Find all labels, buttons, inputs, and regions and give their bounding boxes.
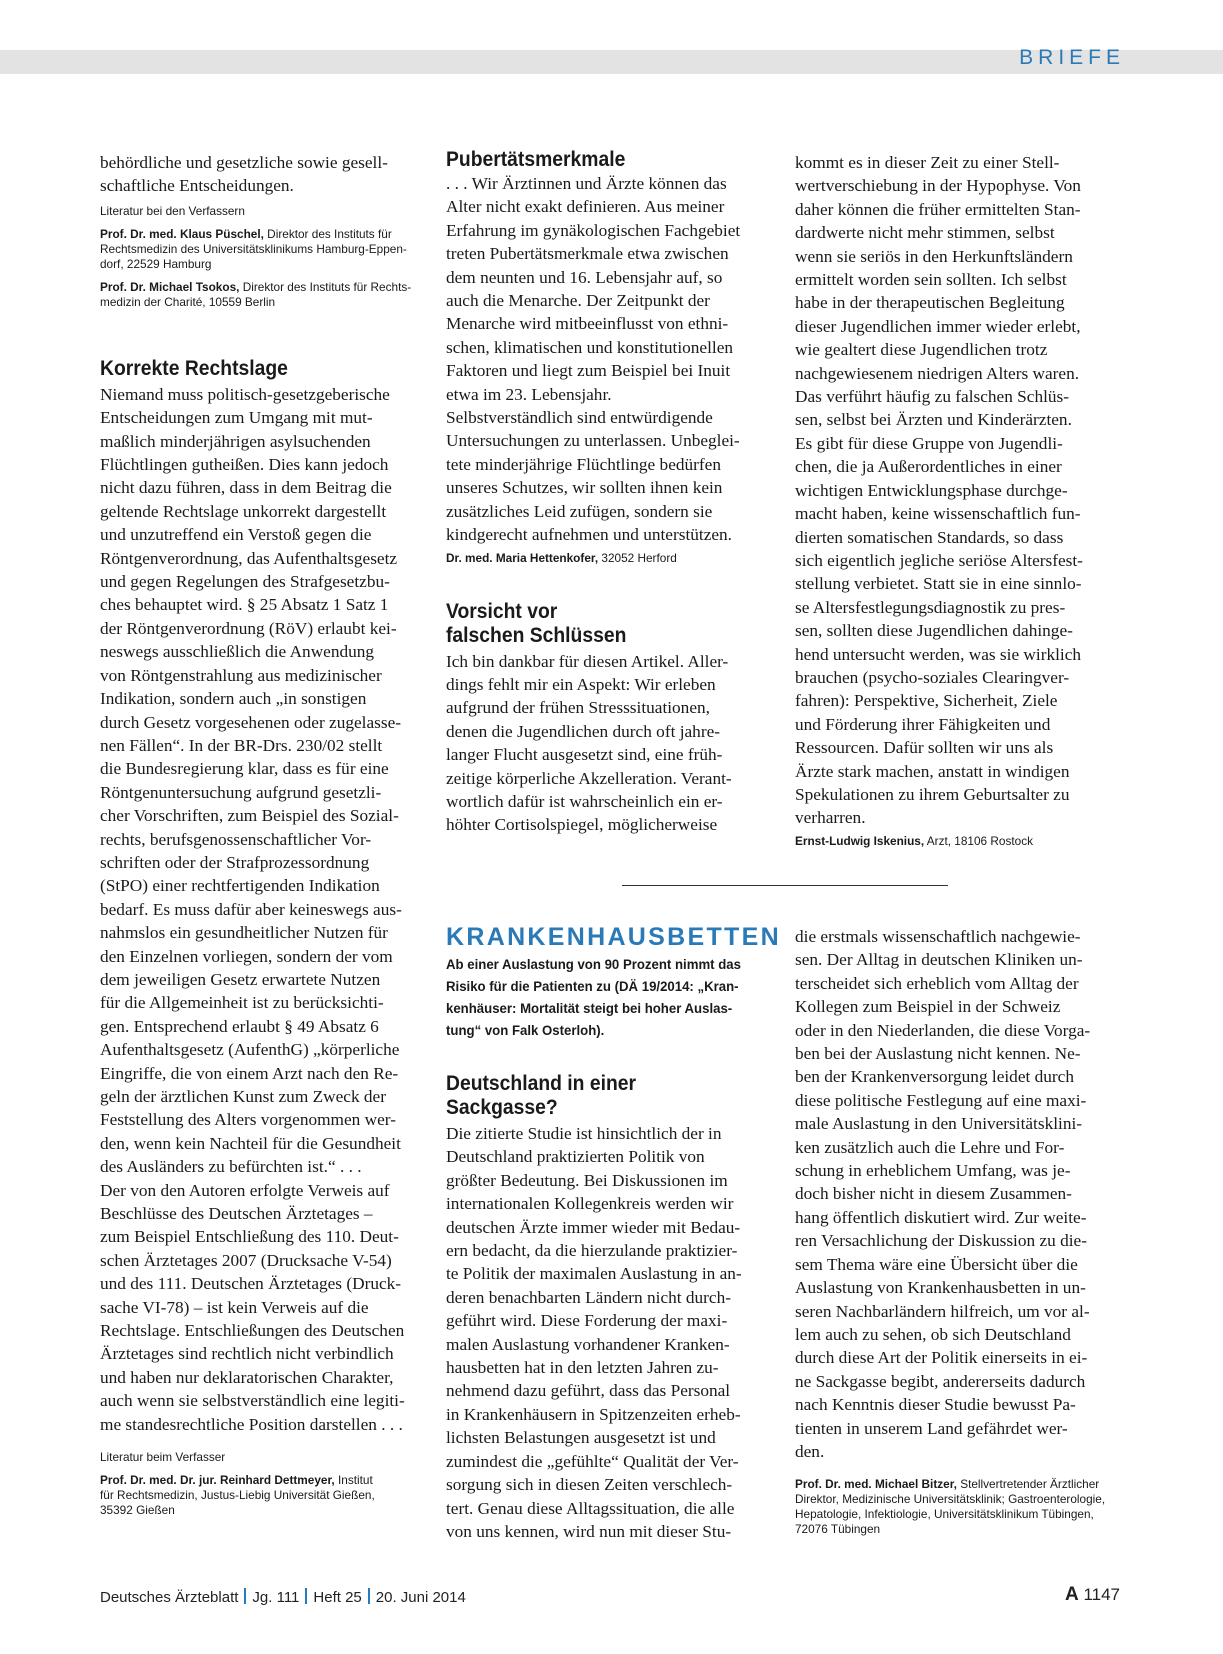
text-line: zumindest die „gefühlte“ Qualität der Ver- [446,1451,739,1471]
text-line: Ärztetages sind rechtlich nicht verbindlich [100,1344,394,1364]
text-line: kommt es in dieser Zeit zu einer Stell- [795,153,1060,172]
text-line: lichsten Belastungen ausgesetzt ist und [446,1428,716,1448]
text-line: in Krankenhäusern in Spitzenzeiten erheb- [446,1404,741,1424]
text-line: malen Auslastung vorhandener Kranken- [446,1334,730,1354]
text-line: daher können die früher ermittelten Stan- [795,199,1081,219]
text-line: (StPO) einer rechtfertigenden Indikation [100,876,380,896]
text-line: dieser Jugendlichen immer wieder erlebt, [795,316,1081,336]
text-line: und Förderung ihrer Fähigkeiten und [795,714,1051,734]
text-line: doch bisher nicht in diesem Zusammen- [795,1184,1072,1204]
text-line: Feststellung des Alters vorgenommen wer- [100,1110,396,1130]
text-line: denen die Jugendlichen durch oft jahre- [446,721,720,741]
letter-body-hettenkofer [446,172,776,547]
text-line: nahmslos ein gesundheitlicher Nutzen für [100,923,388,943]
text-line: den. [795,1441,825,1461]
text-line: den, wenn kein Nachteil für die Gesundheit [100,1133,401,1153]
text-line: ermittelt worden sein sollten. Ich selbst [795,270,1067,290]
text-line: Es gibt für diese Gruppe von Jugendli- [795,433,1063,453]
text-line: nehmend dazu geführt, dass das Personal [446,1381,731,1401]
text-line: geführt wird. Diese Forderung der maxi- [446,1311,728,1331]
text-line: tung“ von Falk Osterloh). [446,1023,605,1039]
text-line: Entscheidungen zum Umgang mit mut- [100,408,373,428]
text-line: sen, selbst bei Ärzten und Kinderärzten. [795,410,1072,430]
krankenhausbetten-section [446,922,781,1543]
text-line: Beschlüsse des Deutschen Ärztetages – [100,1204,373,1224]
text-line: Röntgenuntersuchung aufgrund gesetzli- [100,782,382,802]
text-line: stellung verbietet. Statt sie in eine sinnlo- [795,574,1082,594]
text-line: Niemand muss politisch-gesetzgeberische [100,384,390,404]
text-line: ern bedacht, da die hierzulande praktizier- [446,1241,738,1261]
text-line: nen Fällen“. In der BR-Drs. 230/02 stellt [100,735,383,755]
text-line: te Politik der maximalen Auslastung in an- [446,1264,742,1284]
text-line: deutschen Ärzte immer wieder mit Bedau- [446,1217,741,1237]
section-title-krankenhausbetten: KRANKENHAUSBETTEN [446,923,781,951]
heading-pubertaetsmerkmale: Pubertätsmerkmale [446,148,626,171]
text-line: me standesrechtliche Position darstellen . . . [100,1414,403,1434]
text-line: dierten somatischen Standards, so dass [795,527,1064,547]
text-line: Faktoren und liegt zum Beispiel bei Inuit [446,361,731,381]
signature-iskenius: Ernst-Ludwig Iskenius, Arzt, 18106 Rostock [795,833,1033,848]
text-line: Der von den Autoren erfolgte Verweis auf [100,1180,390,1200]
issue-date: 20. Juni 2014 [375,1589,466,1606]
text-line: von uns kennen, wird nun mit dieser Stu- [446,1521,732,1541]
text-line: und unzutreffend ein Verstoß gegen die [100,525,372,545]
text-line: sorgung sich in diesen Zeiten verschlech- [446,1475,733,1495]
text-line: Flüchtlingen gutheißen. Dies kann jedoch [100,455,389,475]
text-line: se Altersfestlegungsdiagnostik zu pres- [795,597,1066,617]
section-divider [622,885,948,886]
text-line: chen, die ja Außerordentliches in einer [795,457,1062,477]
text-line: internationalen Kollegenkreis werden wir [446,1194,734,1214]
footer-separator [305,1588,307,1604]
text-line: sich eigentlich jegliche seriöse Altersfest- [795,550,1083,570]
text-line: terscheidet sich erheblich vom Alltag der [795,973,1079,993]
text-line: Risiko für die Patienten zu (DÄ 19/2014: „Kran- [446,979,739,995]
text-line: den Einzelnen vorliegen, sondern der vom [100,946,393,966]
text-line: ben bei der Auslastung nicht kennen. Ne- [795,1044,1081,1064]
text-line: zeitige körperliche Akzelleration. Verant- [446,768,732,788]
text-line: schen Ärztetages 2007 (Drucksache V-54) [100,1250,392,1270]
text-line: Spekulationen zu ihrem Geburtsalter zu [795,784,1070,804]
text-line: etwa im 23. Lebensjahr. [446,384,612,404]
text-line: gen. Entsprechend erlaubt § 49 Absatz 6 [100,1016,379,1036]
text-line: Röntgenverordnung, das Aufenthaltsgesetz [100,548,398,568]
text-line: auch die Menarche. Der Zeitpunkt der [446,291,710,311]
text-line: wortlich dafür ist wahrscheinlich ein er- [446,791,723,811]
text-line: tert. Genau diese Alltagssituation, die alle [446,1498,735,1518]
text-line: Die zitierte Studie ist hinsichtlich der in [446,1124,722,1143]
text-line: seren Nachbarländern hilfreich, um vor al- [795,1301,1090,1321]
text-line: neswegs ausschließlich die Anwendung [100,642,375,662]
heading-vorsicht: Vorsicht vor falschen Schlüssen [446,599,627,647]
text-line: deren benachbarten Ländern nicht durch- [446,1287,731,1307]
text-line: schriften oder der Strafprozessordnung [100,852,370,872]
text-line: aufgrund der frühen Stresssituationen, [446,698,710,718]
text-line: ren Versachlichung der Diskussion zu die- [795,1231,1087,1251]
text-line: oder in den Niederlanden, die diese Vorga- [795,1020,1091,1040]
text-line: Kollegen zum Beispiel in der Schweiz [795,997,1061,1017]
letter-body-dettmeyer [100,383,430,1436]
letter-body-bitzer [446,1122,776,1543]
text-line: größter Bedeutung. Bei Diskussionen im [446,1170,728,1190]
heading-deutschland-sackgasse: Deutschland in einer Sackgasse? [446,1072,637,1119]
krankenhausbetten-column-3 [795,925,1125,1537]
text-line: zusätzliches Leid zufügen, sondern sie [446,501,713,521]
signature-hettenkofer: Dr. med. Maria Hettenkofer, 32052 Herford [446,550,677,565]
text-line: Ressourcen. Dafür sollten wir uns als [795,738,1054,758]
page-number: A 1147 [1064,1584,1120,1605]
text-line: der Röntgenverordnung (RöV) erlaubt kei- [100,618,397,638]
text-line: dem neunten und 16. Lebensjahr auf, so [446,267,723,287]
text-line: rechts, berufsgenossenschaftlicher Vor- [100,829,372,849]
text-line: nachgewiesenem niedrigen Alters waren. [795,363,1080,383]
text-line: dings fehlt mir ein Aspekt: Wir erleben [446,674,716,694]
text-line: kindgerecht aufnehmen und unterstützen. [446,525,733,545]
text-line: hang öffentlich diskutiert wird. Zur weite- [795,1207,1087,1227]
text-line: höhter Cortisolspiegel, möglicherweise [446,815,718,835]
text-line: fahren): Perspektive, Sicherheit, Ziele [795,691,1058,711]
text-line: Menarche wird mitbeeinflusst von ethni- [446,314,729,334]
literature-note: Literatur bei den Verfassern [100,203,245,218]
footer-separator [244,1588,246,1604]
letter-body-bitzer-cont [795,925,1125,1463]
text-line: tienten in unserem Land gefährdet wer- [795,1418,1068,1438]
text-line: die erstmals wissenschaftlich nachgewie- [795,927,1081,946]
text-line: bedarf. Es muss dafür aber keineswegs aus- [100,899,402,919]
volume: Jg. 111 [252,1589,300,1606]
letter-body-iskenius [446,650,776,837]
text-line: sen. Der Alltag in deutschen Kliniken un- [795,950,1083,970]
footer-separator [368,1588,370,1604]
text-line: durch diese Art der Politik einerseits in ei- [795,1348,1088,1368]
text-line: . . . Wir Ärztinnen und Ärzte können das [446,174,727,193]
text-line: Deutschland praktizierten Politik von [446,1147,705,1167]
text-line: wenn sie seriös in den Herkunftsländern [795,246,1073,266]
text-line: Erfahrung im gynäkologischen Fachgebiet [446,220,741,240]
text-line: Eingriffe, die von einem Arzt nach den Re- [100,1063,399,1083]
signature-pueschel: Prof. Dr. med. Klaus Püschel, Direktor des Instituts für Rechtsmedizin des Universitätsklinikums Hamburg-Eppen- dorf, 22529 Hamburg [100,226,407,271]
text-line: Rechtslage. Entschließungen des Deutschen [100,1321,405,1341]
text-line: langer Flucht ausgesetzt sind, eine früh- [446,745,723,765]
text-line: Alter nicht exakt definieren. Aus meiner [446,197,725,217]
text-line: für die Allgemeinheit ist zu berücksichti- [100,993,384,1013]
signature-bitzer: Prof. Dr. med. Michael Bitzer, Stellvertretender Ärztlicher Direktor, Medizinische Universitätsklinik; Gastroenterologie, Hepatologie, Infektiologie, Universitätsklinikum Tübingen, 72076 Tübingen [795,1477,1106,1537]
text-line: verharren. [795,808,866,828]
text-line: dardwerte nicht mehr stimmen, selbst [795,223,1055,243]
text-line: diese politische Festlegung auf eine maxi- [795,1090,1087,1110]
text-line: und des 111. Deutschen Ärztetages (Druck- [100,1274,402,1294]
text-line: Untersuchungen zu unterlassen. Unbeglei- [446,431,740,451]
text-line: maßlich minderjährigen asylsuchenden [100,431,371,451]
intro-text: behördliche und gesetzliche sowie gesell- schaftliche Entscheidungen. [100,153,388,196]
text-line: Auslastung von Krankenhausbetten in un- [795,1278,1086,1298]
text-line: ben der Krankenversorgung leidet durch [795,1067,1074,1087]
text-line: auch wenn sie selbstverständlich eine legiti- [100,1391,405,1411]
signature-dettmeyer: Prof. Dr. med. Dr. jur. Reinhard Dettmeyer, Institut für Rechtsmedizin, Justus-Liebig Universität Gießen, 35392 Gießen [100,1473,375,1518]
text-line: wie gealtert diese Jugendlichen trotz [795,340,1048,360]
text-line: sen, sollten diese Jugendlichen dahinge- [795,621,1073,641]
literature-note-2: Literatur beim Verfasser [100,1450,226,1465]
column-3 [795,151,1125,849]
text-line: die Bundesregierung klar, dass es für eine [100,759,389,779]
text-line: tete minderjährige Flüchtlinge bedürfen [446,454,721,474]
text-line: kenhäuser: Mortalität steigt bei hoher Auslas- [446,1001,733,1017]
heading-korrekte-rechtslage: Korrekte Rechtslage [100,356,288,380]
text-line: unseres Schutzes, wir sollten ihnen kein [446,478,723,498]
text-line: Aufenthaltsgesetz (AufenthG) „körperliche [100,1040,400,1060]
letter-body-iskenius-cont [795,151,1125,830]
text-line: male Auslastung in den Universitätsklini- [795,1114,1083,1134]
text-line: nach Kenntnis dieser Studie bewusst Pa- [795,1395,1076,1415]
text-line: hausbetten hat in den letzten Jahren zu- [446,1358,719,1378]
issue: Heft 25 [313,1589,362,1606]
text-line: ken zusätzlich auch die Lehre und For- [795,1137,1065,1157]
text-line: Das verführt häufig zu falschen Schlüs- [795,387,1070,407]
text-line: hend untersucht werden, was sie wirklich [795,644,1082,664]
text-line: ne Sackgasse begibt, andererseits dadurch [795,1371,1086,1391]
text-line: von Röntgenstrahlung aus medizinischer [100,665,382,685]
text-line: brauchen (psycho-soziales Clearingver- [795,667,1070,687]
text-line: dem jeweiligen Gesetz erwartete Nutzen [100,969,381,989]
text-line: nicht dazu führen, dass in dem Beitrag die [100,478,392,498]
text-line: geln der ärztlichen Kunst zum Zweck der [100,1087,386,1106]
text-line: treten Pubertätsmerkmale etwa zwischen [446,244,729,264]
text-line: zum Beispiel Entschließung des 110. Deut- [100,1227,399,1247]
text-line: Ärzte stark machen, anstatt in windigen [795,761,1070,781]
journal-name: Deutsches Ärzteblatt [100,1589,239,1606]
text-line: Ab einer Auslastung von 90 Prozent nimmt das [446,957,741,973]
column-1 [100,151,430,1518]
footer-citation [100,1588,466,1606]
text-line: sem Thema wäre eine Übersicht über die [795,1254,1078,1274]
text-line: cher Vorschriften, zum Beispiel des Sozial- [100,806,399,826]
text-line: geltende Rechtslage unkorrekt dargestellt [100,501,387,521]
text-line: Selbstverständlich sind entwürdigende [446,408,713,428]
text-line: macht haben, keine wissenschaftlich fun- [795,504,1081,524]
text-line: schung in erheblichem Umfang, was je- [795,1161,1071,1181]
text-line: habe in der therapeutischen Begleitung [795,293,1065,313]
section-label: BRIEFE [1019,46,1125,69]
text-line: und haben nur deklaratorischen Charakter, [100,1367,394,1387]
text-line: Ich bin dankbar für diesen Artikel. Aller- [446,651,729,671]
section-lead [446,954,753,1042]
text-line: und gegen Regelungen des Strafgesetzbu- [100,572,390,592]
signature-tsokos: Prof. Dr. Michael Tsokos, Direktor des Instituts für Rechts- medizin der Charité, 10559 Berlin [100,279,412,309]
text-line: wertverschiebung in der Hypophyse. Von [795,176,1081,196]
text-line: lem auch zu sehen, ob sich Deutschland [795,1324,1071,1344]
text-line: des Ausländers zu befürchten ist.“ . . . [100,1157,362,1177]
text-line: sache VI-78) – ist kein Verweis auf die [100,1297,369,1317]
text-line: durch Gesetz vorgesehenen oder zugelasse- [100,712,402,732]
text-line: schen, klimatischen und konstitutionellen [446,337,734,357]
column-2 [446,148,776,837]
text-line: ches behauptet wird. § 25 Absatz 1 Satz 1 [100,595,389,615]
text-line: wichtigen Entwicklungsphase durchge- [795,480,1068,500]
text-line: Indikation, sondern auch „in sonstigen [100,689,367,709]
